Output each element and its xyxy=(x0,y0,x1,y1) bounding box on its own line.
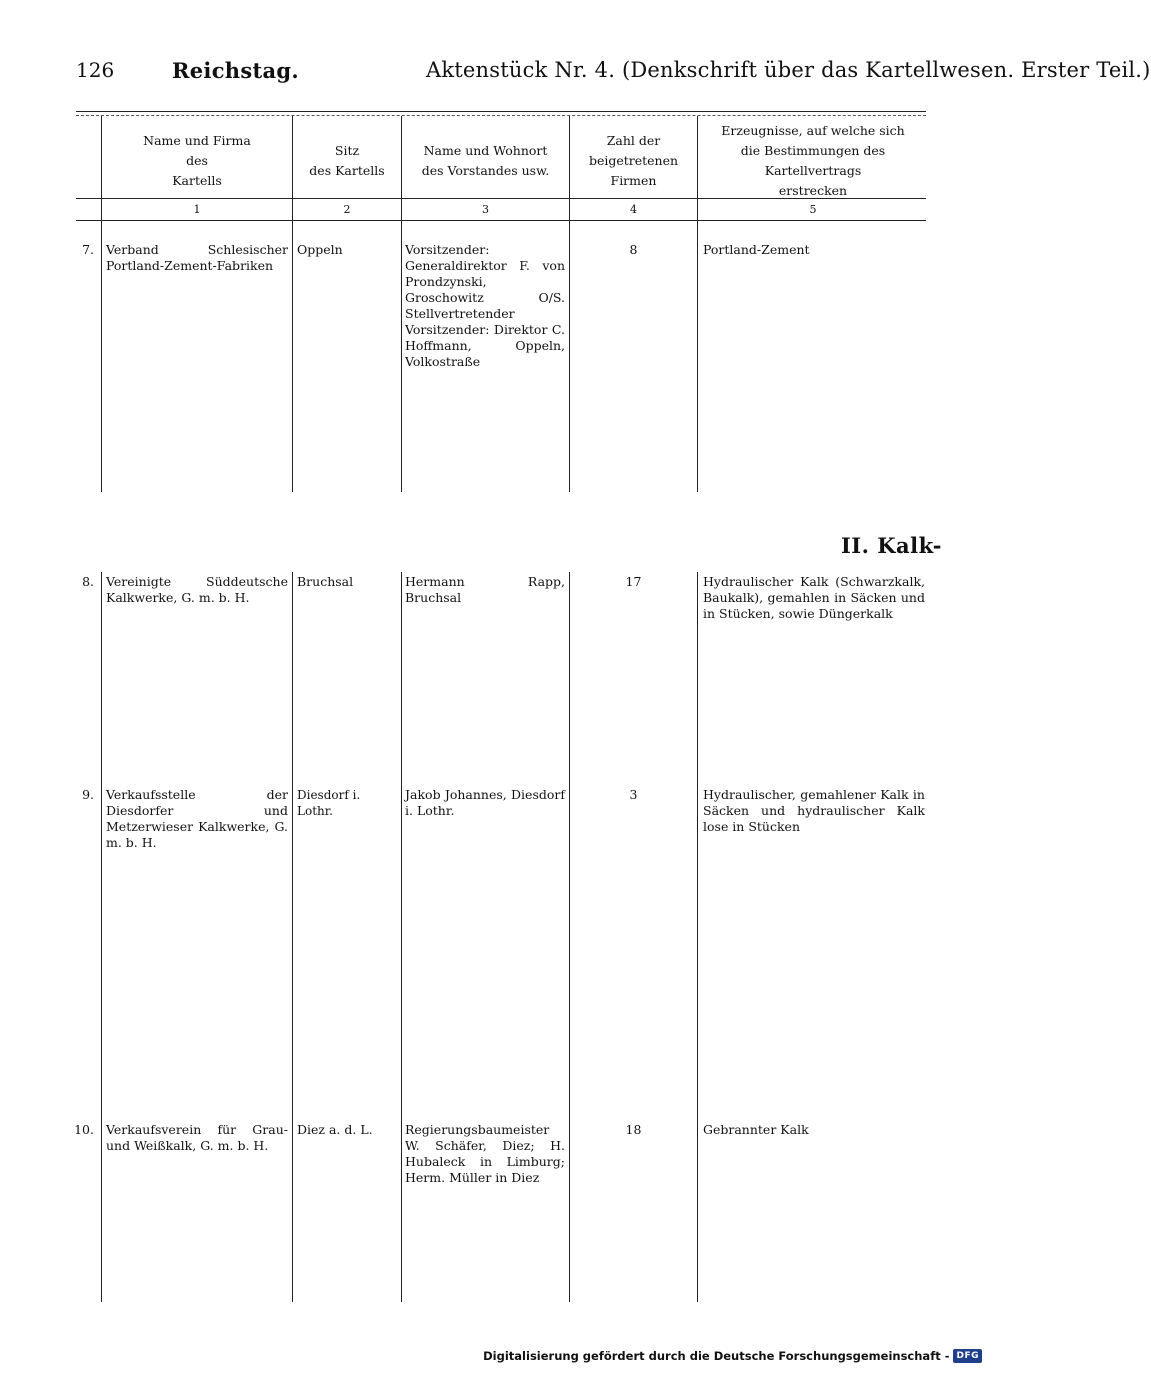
footer-text: Digitalisierung gefördert durch die Deutsche Forschungsgemeinschaft - xyxy=(483,1349,950,1363)
column-divider xyxy=(697,572,698,1302)
column-number: 4 xyxy=(630,203,637,216)
cartel-seat: Diez a. d. L. xyxy=(297,1122,373,1137)
cartel-name: Verband Schlesischer Portland-Zement-Fabriken xyxy=(106,242,288,273)
row-number: 8. xyxy=(82,574,94,589)
column-number: 2 xyxy=(343,203,351,216)
member-firms: 8 xyxy=(629,242,638,257)
column-header-board: Name und Wohnort des Vorstandes usw. xyxy=(421,143,550,178)
dfg-logo-icon: DFG xyxy=(953,1349,982,1363)
cartel-name: Verkaufsverein für Grau- und Weißkalk, G. m. b. H. xyxy=(106,1122,288,1153)
member-firms: 3 xyxy=(629,787,638,802)
page-subtitle: Aktenstück Nr. 4. (Denkschrift über das Kartellwesen. Erster Teil.) xyxy=(426,58,1151,82)
section-heading: II. Kalk- xyxy=(840,533,942,558)
cartel-board: Jakob Johannes, Diesdorf i. Lothr. xyxy=(405,787,565,818)
column-number: 5 xyxy=(809,203,817,216)
cartel-seat: Diesdorf i. Lothr. xyxy=(297,788,361,818)
row-number: 9. xyxy=(82,787,94,802)
products: Hydraulischer Kalk (Schwarzkalk, Baukalk), gemahlen in Säcken und in Stücken, sowie Düngerkalk xyxy=(703,574,925,621)
row-number: 10. xyxy=(74,1122,94,1137)
column-header-firms: Zahl der beigetretenen Firmen xyxy=(588,133,679,188)
column-header-products: Erzeugnisse, auf welche sich die Bestimmungen des Kartellvertrags erstrecken xyxy=(721,123,905,198)
column-divider xyxy=(292,572,293,1302)
column-divider xyxy=(569,572,570,1302)
page-number: 126 xyxy=(76,58,115,82)
cartel-seat: Oppeln xyxy=(297,242,343,257)
header-rule xyxy=(76,111,926,112)
products: Portland-Zement xyxy=(703,242,810,257)
member-firms: 17 xyxy=(625,574,642,589)
column-header-seat: Sitz des Kartells xyxy=(309,143,385,178)
column-number: 3 xyxy=(482,203,489,216)
column-header-name: Name und Firma des Kartells xyxy=(143,133,251,188)
products: Hydraulischer, gemahlener Kalk in Säcken und hydraulischer Kalk lose in Stücken xyxy=(703,787,925,834)
products: Gebrannter Kalk xyxy=(703,1122,809,1137)
cartel-board: Hermann Rapp, Bruchsal xyxy=(405,574,565,605)
column-divider xyxy=(101,572,102,1302)
cartel-name: Vereinigte Süddeutsche Kalkwerke, G. m. b. H. xyxy=(106,574,288,605)
member-firms: 18 xyxy=(625,1122,642,1137)
table-colnum-divider xyxy=(76,220,926,221)
footer-credit xyxy=(483,1349,982,1363)
page-title: Reichstag. xyxy=(172,58,299,83)
column-divider xyxy=(401,572,402,1302)
cartel-board: Regierungsbaumeister W. Schäfer, Diez; H. Hubaleck in Limburg; Herm. Müller in Diez xyxy=(405,1122,565,1185)
cartel-seat: Bruchsal xyxy=(297,574,354,589)
column-number: 1 xyxy=(193,203,201,216)
row-number: 7. xyxy=(82,242,94,257)
header-rule-dashed xyxy=(76,115,926,116)
cartel-name: Verkaufsstelle der Diesdorfer und Metzerwieser Kalkwerke, G. m. b. H. xyxy=(106,787,288,850)
cartel-board: Vorsitzender: Generaldirektor F. von Prondzynski, Groschowitz O/S. Stellvertretender Vorsitzender: Direktor C. Hoffmann, Oppeln, Volkostraße xyxy=(405,242,565,369)
